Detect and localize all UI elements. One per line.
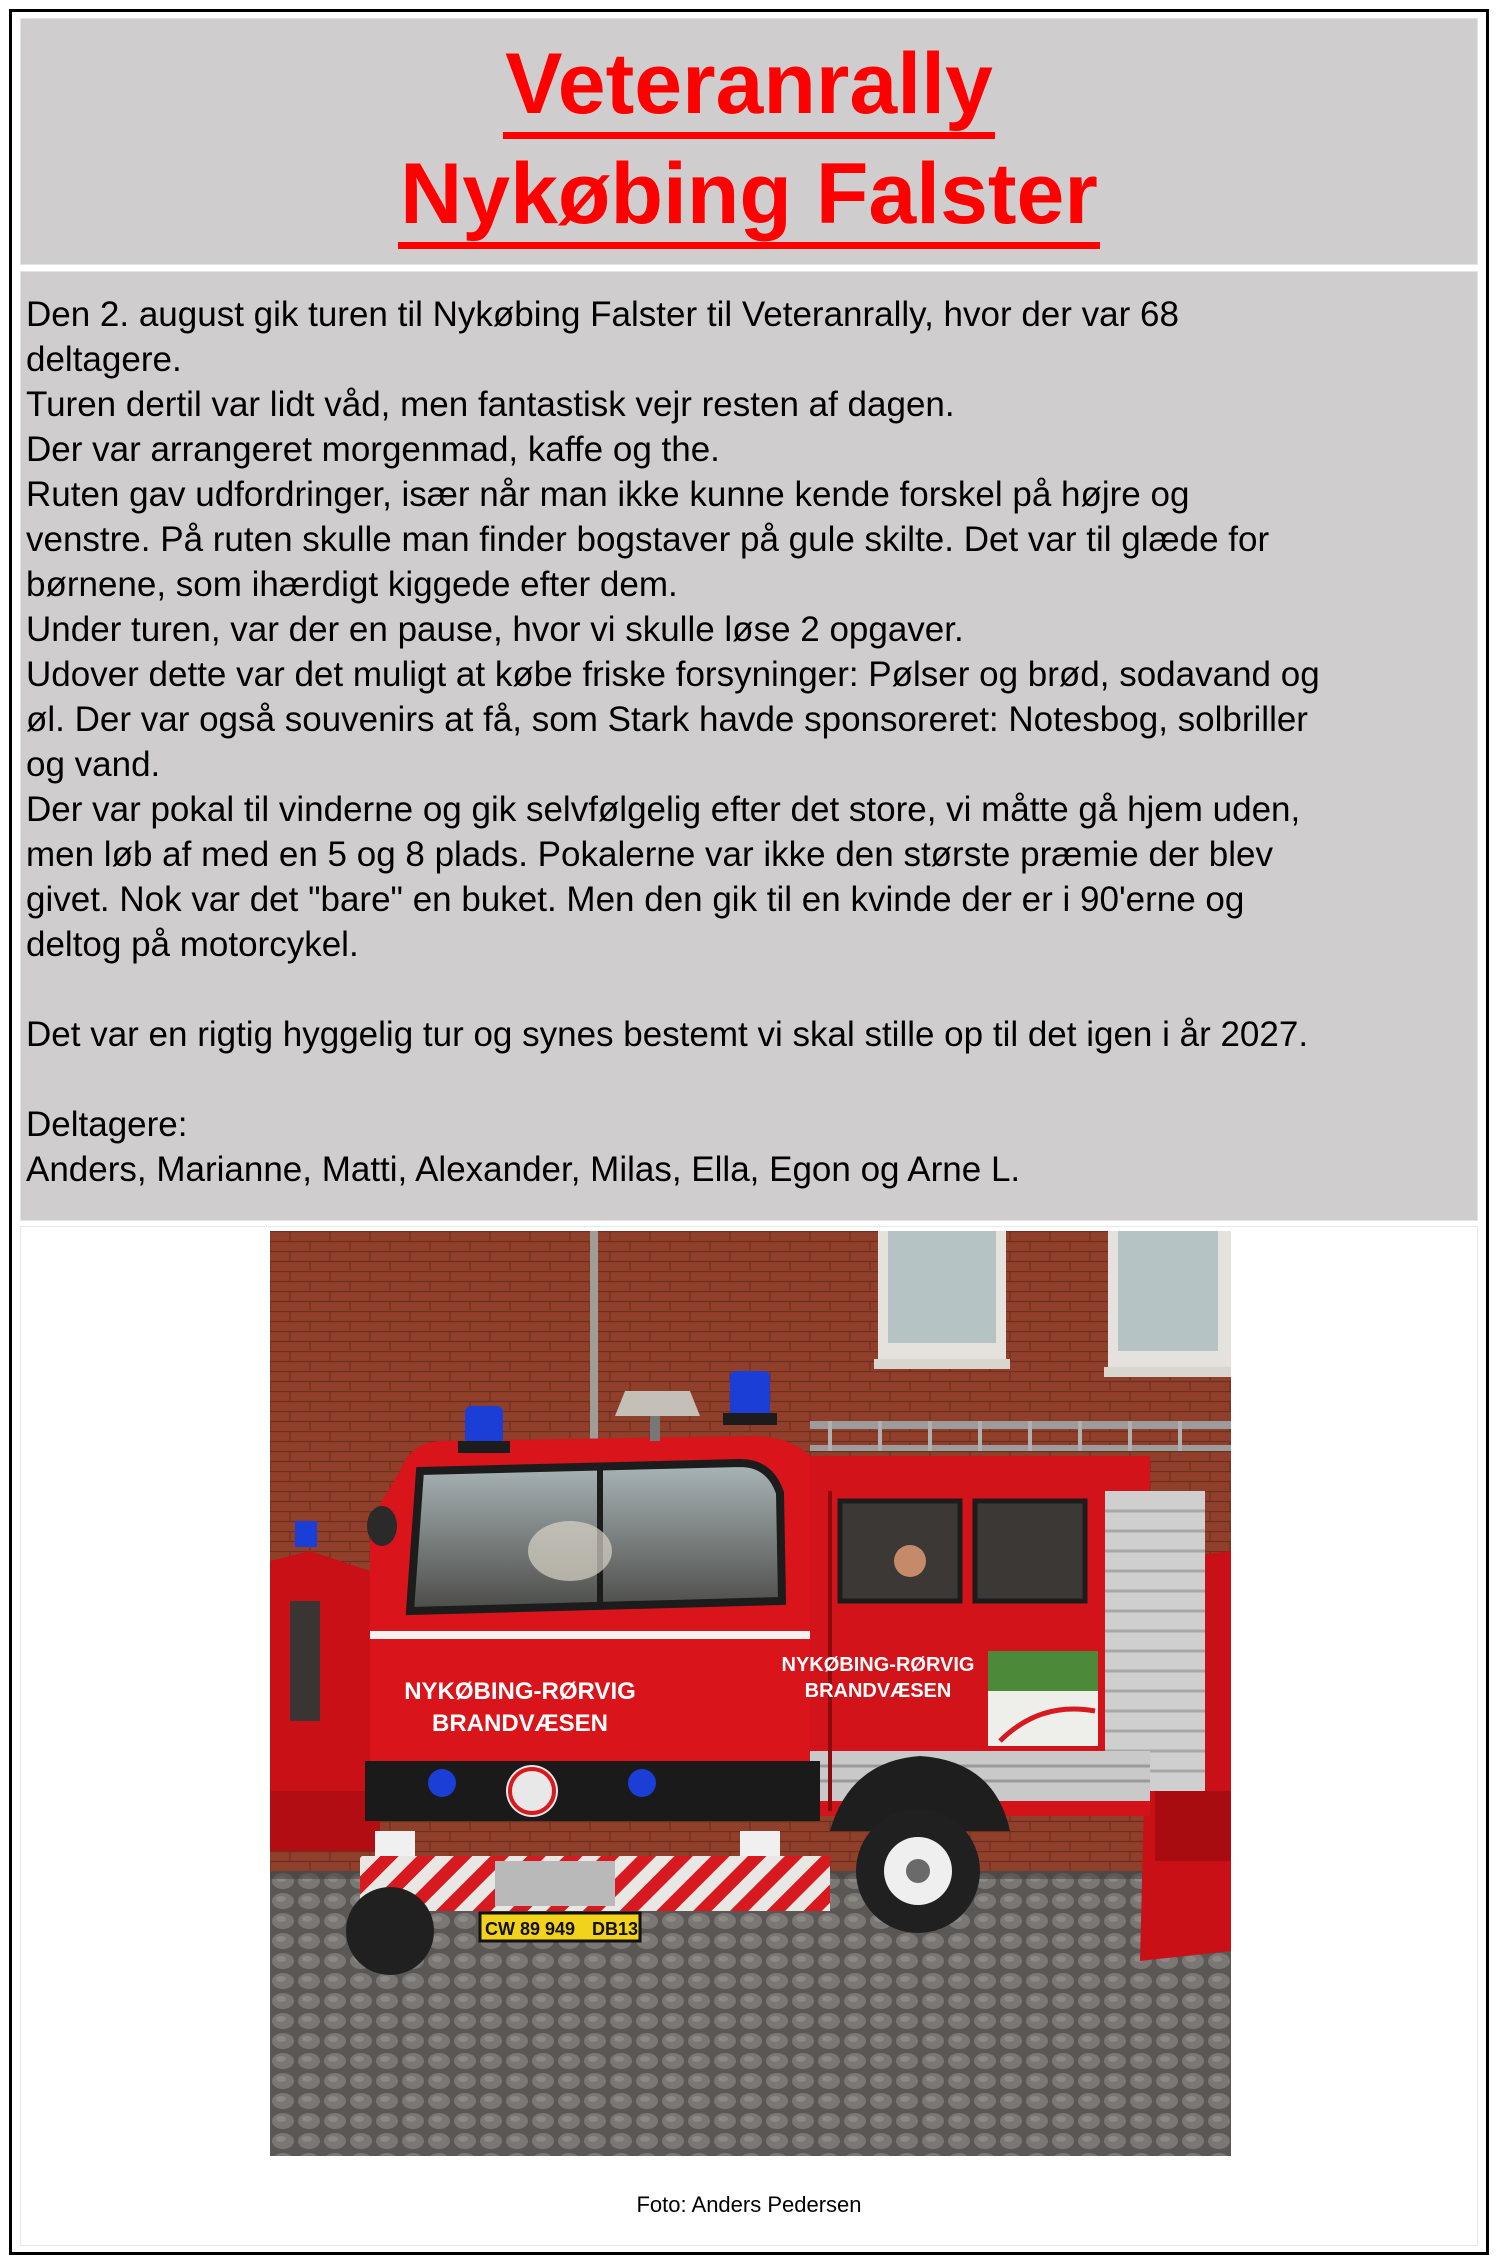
license-plate-side: DB13	[591, 1919, 639, 1939]
body-line: Der var arrangeret morgenmad, kaffe og the.	[26, 430, 720, 469]
building-window	[1104, 1231, 1231, 1377]
door-text-2: BRANDVÆSEN	[431, 1710, 609, 1737]
body-line: venstre. På ruten skulle man finder bogstaver på gule skilte. Det var til glæde for	[26, 520, 1270, 559]
article-panel	[20, 271, 1478, 1221]
door-sign	[988, 1651, 1098, 1746]
body-line: deltagere.	[26, 340, 182, 379]
side-text-2: BRANDVÆSEN	[804, 1680, 952, 1702]
title-line-2: Nykøbing Falster	[398, 146, 1100, 249]
license-plate: CW 89 949	[484, 1919, 576, 1939]
participants-list: Anders, Marianne, Matti, Alexander, Milas, Ella, Egon og Arne L.	[26, 1150, 1021, 1189]
body-line: børnene, som ihærdigt kiggede efter dem.	[26, 565, 678, 604]
closing-line: Det var en rigtig hyggelig tur og synes bestemt vi skal stille op til det igen i år 2027.	[26, 1015, 1309, 1054]
body-line: Den 2. august gik turen til Nykøbing Falster til Veteranrally, hvor der var 68	[26, 295, 1179, 334]
side-text-1: NYKØBING-RØRVIG	[781, 1654, 975, 1676]
second-truck	[270, 1521, 380, 1851]
body-line: Ruten gav udfordringer, især når man ikke kunne kende forskel på højre og	[26, 475, 1190, 514]
body-line: Der var pokal til vinderne og gik selvfølgelig efter det store, vi måtte gå hjem uden,	[26, 790, 1301, 829]
participants-label: Deltagere:	[26, 1105, 188, 1144]
fire-truck-photo	[270, 1231, 1231, 2156]
photo-caption: Foto: Anders Pedersen	[636, 2192, 862, 2217]
title-line-1: Veteranrally	[503, 36, 995, 139]
body-line: Udover dette var det muligt at købe friske forsyninger: Pølser og brød, sodavand og	[26, 655, 1320, 694]
building-window	[874, 1231, 1010, 1369]
body-line: deltog på motorcykel.	[26, 925, 359, 964]
body-line: men løb af med en 5 og 8 plads. Pokalerne var ikke den største præmie der blev	[26, 835, 1273, 874]
body-line: øl. Der var også souvenirs at få, som Stark havde sponsoreret: Notesbog, solbriller	[26, 700, 1308, 739]
title-panel	[20, 18, 1478, 265]
photo-panel	[20, 1226, 1478, 2246]
door-text-1: NYKØBING-RØRVIG	[404, 1678, 636, 1705]
body-line: Turen dertil var lidt våd, men fantastisk vejr resten af dagen.	[26, 385, 955, 424]
body-line: givet. Nok var det "bare" en buket. Men den gik til en kvinde der er i 90'erne og	[26, 880, 1245, 919]
body-line: og vand.	[26, 745, 161, 784]
body-line: Under turen, var der en pause, hvor vi skulle løse 2 opgaver.	[26, 610, 964, 649]
